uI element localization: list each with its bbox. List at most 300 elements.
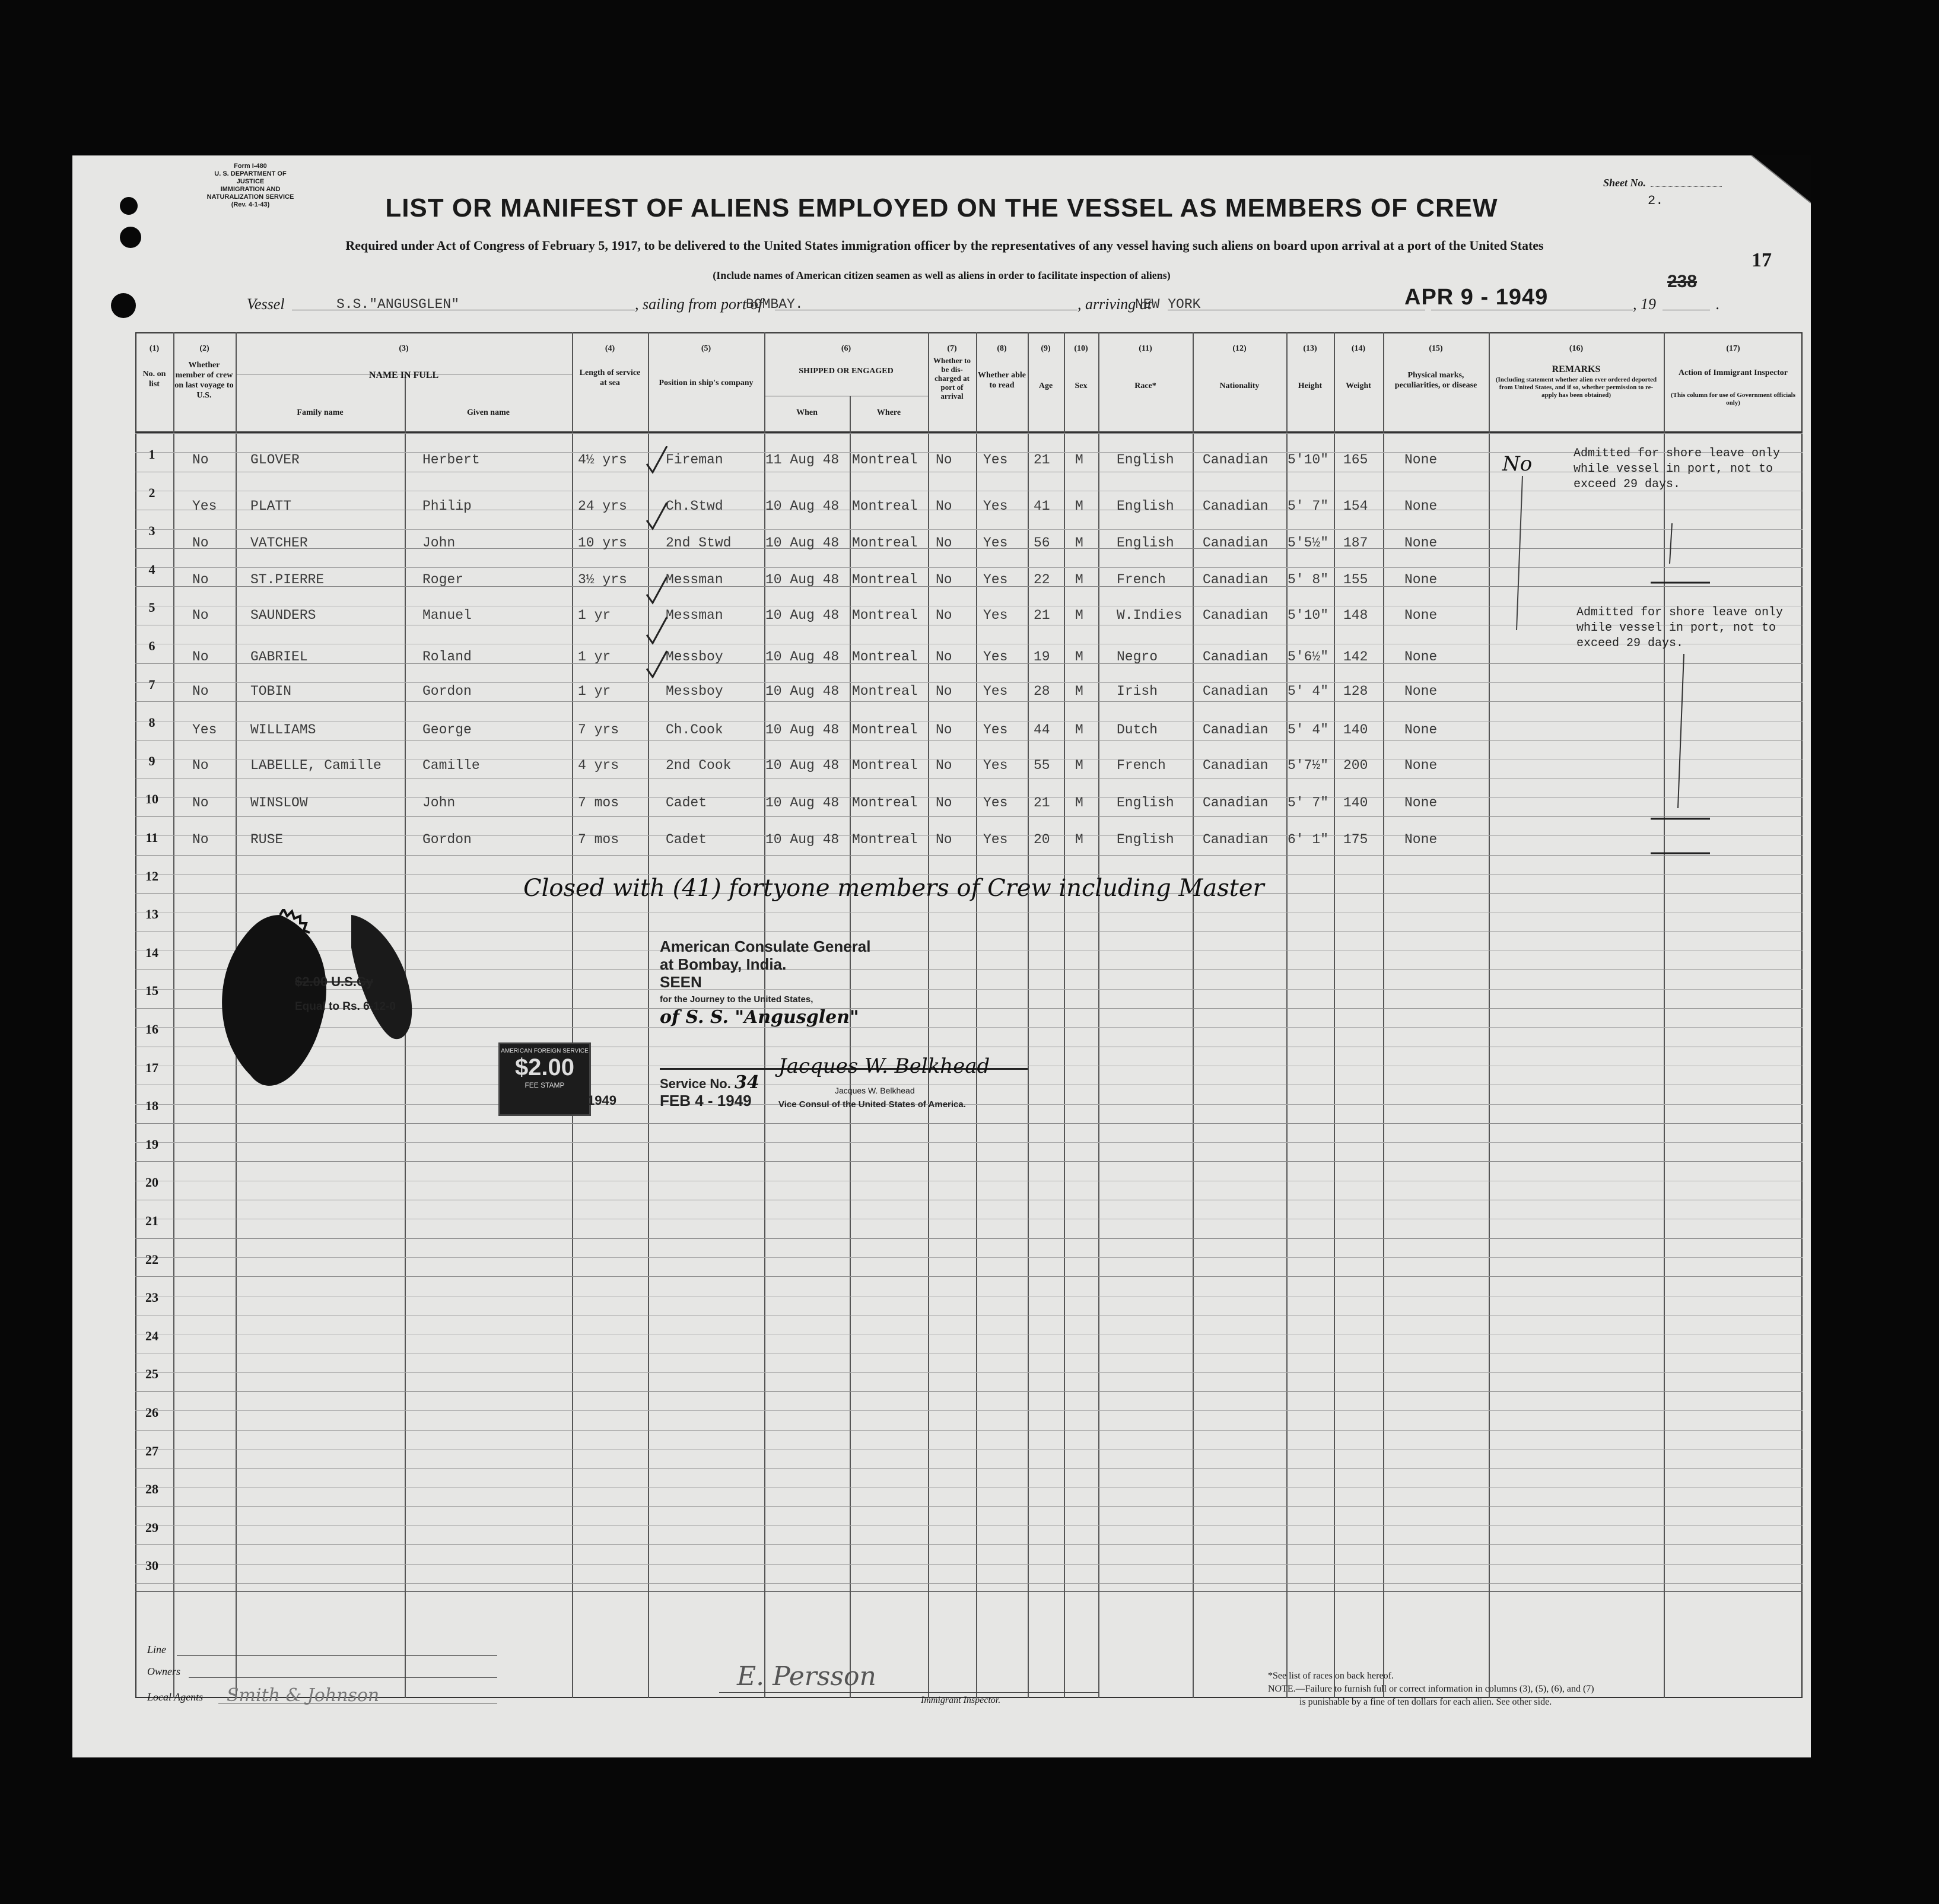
consulate-vessel: [660, 1009, 1111, 1028]
given-name-cell: John: [422, 535, 456, 551]
sex-cell: M: [1075, 758, 1083, 773]
discharged-cell: No: [936, 758, 952, 773]
ruled-line: [135, 452, 1803, 453]
last-voyage-cell: No: [192, 452, 209, 468]
col-num: (1): [149, 344, 160, 353]
ruled-line: [135, 1525, 1803, 1526]
page-mark: 17: [1752, 249, 1772, 271]
shipped-when-cell: 10 Aug 48: [765, 722, 840, 738]
discharged-cell: No: [936, 572, 952, 587]
header-physical-marks: Physical marks, peculiarities, or disease: [1394, 371, 1477, 390]
service-no-label: Service No.: [660, 1076, 731, 1091]
header-shipped-engaged: SHIPPED OR ENGAGED: [799, 367, 894, 376]
inspector-label: Immigrant Inspector.: [921, 1695, 1001, 1705]
inspector-signature: E. Persson: [737, 1661, 876, 1692]
service-length-cell: 1 yr: [578, 649, 611, 665]
race-cell: English: [1117, 832, 1174, 847]
discharged-cell: No: [936, 535, 952, 551]
service-no-value: 34: [734, 1072, 759, 1093]
position-cell: Ch.Cook: [666, 722, 723, 738]
row-number: 11: [145, 830, 158, 845]
header-inspector-action: Action of Immigrant Inspector: [1679, 368, 1788, 377]
age-cell: 41: [1034, 498, 1050, 514]
fee-amount: $2.00 U.S.Cy: [295, 974, 374, 989]
fee-equivalent: Equal to Rs. 6-12-0: [295, 1000, 396, 1013]
family-name-cell: WINSLOW: [250, 795, 308, 810]
nationality-cell: Canadian: [1203, 572, 1269, 587]
column-divider: [1383, 332, 1384, 1698]
discharged-cell: No: [936, 498, 952, 514]
able-to-read-cell: Yes: [983, 649, 1008, 665]
row-number: 7: [148, 676, 155, 692]
year-end: .: [1716, 295, 1720, 313]
last-voyage-cell: No: [192, 832, 209, 847]
position-cell: Cadet: [666, 832, 707, 847]
nationality-cell: Canadian: [1203, 498, 1269, 514]
fee-stamp-value: $2.00: [514, 1054, 575, 1080]
ruled-line: [135, 1506, 1803, 1507]
age-cell: 56: [1034, 535, 1050, 551]
col-num: (3): [399, 344, 409, 353]
races-note: *See list of races on back hereof.: [1268, 1671, 1394, 1681]
col-num: (4): [605, 344, 615, 353]
family-name-cell: LABELLE, Camille: [250, 758, 382, 773]
row-number: 1: [148, 447, 155, 462]
family-name-cell: VATCHER: [250, 535, 308, 551]
sheet-no-value: 2.: [1648, 193, 1664, 208]
age-cell: 22: [1034, 572, 1050, 587]
physical-marks-cell: None: [1404, 572, 1438, 587]
weight-cell: 187: [1343, 535, 1368, 551]
header-able-read: Whether able to read: [977, 371, 1026, 390]
able-to-read-cell: Yes: [983, 498, 1008, 514]
row-number: 18: [145, 1098, 158, 1114]
sex-cell: M: [1075, 649, 1083, 665]
nationality-cell: Canadian: [1203, 722, 1269, 738]
ruled-line: [135, 1449, 1803, 1450]
row-number: 26: [145, 1405, 158, 1420]
year-label: , 19: [1633, 295, 1656, 313]
age-cell: 21: [1034, 452, 1050, 468]
subtitle: Required under Act of Congress of February 5, 1917, to be delivered to the United States immigration officer by the representatives of any vessel having such aliens on board upon arrival at a port of the United States: [345, 238, 1544, 253]
shipped-where-cell: Montreal: [852, 649, 918, 665]
row-number: 4: [148, 561, 155, 577]
weight-cell: 175: [1343, 832, 1368, 847]
last-voyage-cell: No: [192, 608, 209, 623]
able-to-read-cell: Yes: [983, 795, 1008, 810]
age-cell: 21: [1034, 608, 1050, 623]
row-number: 30: [145, 1558, 158, 1574]
consulate-line-1: American Consulate General: [660, 937, 871, 955]
shipped-where-cell: Montreal: [852, 722, 918, 738]
fine-note-2: is punishable by a fine of ten dollars for each alien. See other side.: [1299, 1697, 1552, 1707]
nationality-cell: Canadian: [1203, 649, 1269, 665]
row-number: 29: [145, 1520, 158, 1535]
position-cell: Messman: [666, 608, 723, 623]
family-name-cell: GABRIEL: [250, 649, 308, 665]
col-num: (7): [947, 344, 957, 353]
shipped-where-cell: Montreal: [852, 758, 918, 773]
fee-stamp-header: AMERICAN FOREIGN SERVICE: [501, 1048, 589, 1054]
col-num: (12): [1232, 344, 1247, 353]
ruled-line: [135, 1564, 1803, 1565]
row-number: 15: [145, 983, 158, 999]
able-to-read-cell: Yes: [983, 722, 1008, 738]
arriving-line: [1168, 292, 1425, 310]
shipped-when-cell: 11 Aug 48: [765, 452, 840, 468]
fine-note-1: NOTE.—Failure to furnish full or correct information in columns (3), (5), (6), and (7): [1268, 1684, 1594, 1694]
shipped-where-cell: Montreal: [852, 684, 918, 699]
shipped-when-cell: 10 Aug 48: [765, 535, 840, 551]
header-where: Where: [876, 408, 901, 417]
local-agents-label: Local Agents: [147, 1691, 204, 1703]
race-cell: English: [1117, 795, 1174, 810]
remark-shore-leave-1: Admitted for shore leave only while vessel in port, not to exceed 29 days.: [1574, 447, 1781, 491]
sex-cell: M: [1075, 795, 1083, 810]
ruled-line: [135, 1238, 1803, 1239]
ruled-line: [135, 1161, 1803, 1162]
position-cell: 2nd Stwd: [666, 535, 732, 551]
row-number: 10: [145, 792, 158, 807]
family-name-cell: ST.PIERRE: [250, 572, 325, 587]
last-voyage-cell: No: [192, 535, 209, 551]
nationality-cell: Canadian: [1203, 535, 1269, 551]
row-number: 13: [145, 907, 158, 922]
height-cell: 5' 4": [1288, 684, 1329, 699]
header-no-on-list: No. on list: [142, 370, 166, 389]
header-discharged: Whether to be dis-charged at port of arrival: [933, 356, 971, 400]
able-to-read-cell: Yes: [983, 758, 1008, 773]
fee-stamp-cancel-date: 1949: [587, 1093, 616, 1108]
col-num: (8): [997, 344, 1007, 353]
height-cell: 5' 7": [1288, 498, 1329, 514]
row-number: 12: [145, 868, 158, 883]
shipped-where-cell: Montreal: [852, 452, 918, 468]
row-number: 2: [148, 485, 155, 500]
row-number: 19: [145, 1136, 158, 1152]
able-to-read-cell: Yes: [983, 832, 1008, 847]
service-length-cell: 1 yr: [578, 608, 611, 623]
height-cell: 5'10": [1288, 608, 1329, 623]
shipped-when-cell: 10 Aug 48: [765, 649, 840, 665]
able-to-read-cell: Yes: [983, 452, 1008, 468]
ruled-line: [135, 1430, 1803, 1431]
nationality-cell: Canadian: [1203, 608, 1269, 623]
fee-stamp: [498, 1042, 591, 1116]
physical-marks-cell: None: [1404, 452, 1438, 468]
physical-marks-cell: None: [1404, 498, 1438, 514]
height-cell: 5'10": [1288, 452, 1329, 468]
height-cell: 5'6½": [1288, 649, 1329, 665]
position-cell: Messboy: [666, 649, 723, 665]
nationality-cell: Canadian: [1203, 795, 1269, 810]
form-revision: (Rev. 4-1-43): [231, 201, 270, 208]
weight-cell: 155: [1343, 572, 1368, 587]
arriving-port: NEW YORK: [1135, 297, 1201, 312]
header-remarks-note: (Including statement whether alien ever ordered deported from United States, and if so, whether permission to re-apply has been obtained): [1495, 376, 1657, 399]
closing-note: Closed with (41) fortyone members of Crew including Master: [523, 875, 1264, 902]
height-cell: 5' 4": [1288, 722, 1329, 738]
service-length-cell: 7 mos: [578, 795, 619, 810]
local-agents-value: Smith & Johnson: [227, 1685, 380, 1706]
header-family-name: Family name: [297, 408, 344, 417]
header-last-voyage: Whether member of crew on last voyage to U.S.: [174, 361, 234, 400]
form-number: Form I-480: [234, 163, 267, 170]
physical-marks-cell: None: [1404, 649, 1438, 665]
row-number: 21: [145, 1213, 158, 1228]
shipped-where-cell: Montreal: [852, 608, 918, 623]
line-label: Line: [147, 1644, 167, 1655]
form-department: U. S. DEPARTMENT OF JUSTICE: [214, 170, 287, 185]
row-number: 6: [148, 638, 155, 653]
discharged-cell: No: [936, 452, 952, 468]
row-number: 8: [148, 715, 155, 730]
subtitle-note: (Include names of American citizen seamen as well as aliens in order to facilitate inspection of aliens): [713, 269, 1171, 281]
height-cell: 5' 8": [1288, 572, 1329, 587]
height-cell: 5'5½": [1288, 535, 1329, 551]
nationality-cell: Canadian: [1203, 452, 1269, 468]
owners-label: Owners: [147, 1665, 181, 1677]
shipped-when-cell: 10 Aug 48: [765, 572, 840, 587]
service-length-cell: 3½ yrs: [578, 572, 627, 587]
physical-marks-cell: None: [1404, 722, 1438, 738]
header-length-service: Length of service at sea: [579, 368, 641, 387]
shipped-where-cell: Montreal: [852, 832, 918, 847]
shipped-where-cell: Montreal: [852, 795, 918, 810]
service-length-cell: 7 yrs: [578, 722, 619, 738]
physical-marks-cell: None: [1404, 684, 1438, 699]
col-num: (16): [1569, 344, 1584, 353]
remark-pen-lines: [1508, 476, 1710, 986]
consular-fee: [295, 973, 373, 991]
sailing-label: , sailing from port of: [635, 295, 763, 313]
race-cell: W.Indies: [1117, 608, 1183, 623]
row-number: 16: [145, 1022, 158, 1037]
height-cell: 6' 1": [1288, 832, 1329, 847]
col-num: (15): [1429, 344, 1443, 353]
nationality-cell: Canadian: [1203, 832, 1269, 847]
position-cell: Messboy: [666, 684, 723, 699]
checkmarks: [642, 446, 684, 707]
line-field: [177, 1655, 497, 1656]
service-length-cell: 7 mos: [578, 832, 619, 847]
row-number: 3: [148, 523, 155, 539]
col-num: (5): [701, 344, 711, 353]
shipped-when-cell: 10 Aug 48: [765, 608, 840, 623]
family-name-cell: SAUNDERS: [250, 608, 316, 623]
vice-consul-title: Vice Consul of the United States of America.: [778, 1099, 966, 1110]
age-cell: 20: [1034, 832, 1050, 847]
discharged-cell: No: [936, 795, 952, 810]
position-cell: Messman: [666, 572, 723, 587]
weight-cell: 148: [1343, 608, 1368, 623]
age-cell: 44: [1034, 722, 1050, 738]
header-given-name: Given name: [467, 408, 510, 417]
discharged-cell: No: [936, 722, 952, 738]
given-name-cell: Camille: [422, 758, 480, 773]
physical-marks-cell: None: [1404, 832, 1438, 847]
shipped-when-cell: 10 Aug 48: [765, 795, 840, 810]
col-num: (11): [1139, 344, 1152, 353]
ruled-line: [135, 1391, 1803, 1392]
position-cell: 2nd Cook: [666, 758, 732, 773]
ruled-line: [135, 433, 1803, 434]
fee-stamp-footer: FEE STAMP: [525, 1081, 565, 1089]
inspector-line: [719, 1692, 1099, 1693]
header-race: Race*: [1134, 382, 1156, 390]
given-name-cell: Roger: [422, 572, 464, 587]
family-name-cell: RUSE: [250, 832, 284, 847]
discharged-cell: No: [936, 649, 952, 665]
remark-shore-leave-2: Admitted for shore leave only while vessel in port, not to exceed 29 days.: [1576, 606, 1784, 650]
physical-marks-cell: None: [1404, 535, 1438, 551]
sex-cell: M: [1075, 722, 1083, 738]
able-to-read-cell: Yes: [983, 684, 1008, 699]
owners-field: [189, 1677, 497, 1678]
header-inspector-note: (This column for use of Government officials only): [1670, 392, 1795, 406]
handwritten-no: No: [1502, 452, 1533, 476]
last-voyage-cell: No: [192, 795, 209, 810]
consulate-seen: SEEN: [660, 973, 702, 991]
row-number: 17: [145, 1060, 158, 1075]
form-service: IMMIGRATION AND NATURALIZATION SERVICE: [206, 186, 294, 201]
consulate-line-2: at Bombay, India.: [660, 955, 787, 973]
weight-cell: 140: [1343, 722, 1368, 738]
last-voyage-cell: No: [192, 684, 209, 699]
race-cell: Irish: [1117, 684, 1158, 699]
last-voyage-cell: No: [192, 649, 209, 665]
row-number: 20: [145, 1175, 158, 1190]
discharged-cell: No: [936, 684, 952, 699]
row-number: 22: [145, 1251, 158, 1267]
discharged-cell: No: [936, 608, 952, 623]
family-name-cell: WILLIAMS: [250, 722, 316, 738]
race-cell: Negro: [1117, 649, 1158, 665]
race-cell: Dutch: [1117, 722, 1158, 738]
sailing-port: BOMBAY.: [746, 297, 803, 312]
year-line: [1663, 292, 1710, 310]
row-number: 9: [148, 753, 155, 768]
age-cell: 19: [1034, 649, 1050, 665]
col-num: (6): [841, 344, 851, 353]
row-number: 24: [145, 1328, 158, 1343]
able-to-read-cell: Yes: [983, 608, 1008, 623]
ruled-line: [135, 1276, 1803, 1277]
sex-cell: M: [1075, 832, 1083, 847]
shipped-where-cell: Montreal: [852, 535, 918, 551]
given-name-cell: Manuel: [422, 608, 472, 623]
header-nationality: Nationality: [1219, 382, 1260, 390]
header-when: When: [796, 408, 818, 417]
family-name-cell: TOBIN: [250, 684, 292, 699]
shipped-when-cell: 10 Aug 48: [765, 498, 840, 514]
weight-cell: 154: [1343, 498, 1368, 514]
header-sex: Sex: [1075, 382, 1088, 390]
service-length-cell: 4 yrs: [578, 758, 619, 773]
shipped-where-cell: Montreal: [852, 498, 918, 514]
race-cell: French: [1117, 572, 1166, 587]
col-num: (14): [1351, 344, 1366, 353]
race-cell: English: [1117, 452, 1174, 468]
consulate-date: FEB 4 - 1949: [660, 1092, 752, 1110]
given-name-cell: Herbert: [422, 452, 480, 468]
sex-cell: M: [1075, 535, 1083, 551]
age-cell: 55: [1034, 758, 1050, 773]
shipped-when-cell: 10 Aug 48: [765, 684, 840, 699]
column-divider: [1193, 332, 1194, 1698]
weight-cell: 128: [1343, 684, 1368, 699]
row-number: 14: [145, 945, 158, 960]
family-name-cell: PLATT: [250, 498, 292, 514]
height-cell: 5'7½": [1288, 758, 1329, 773]
race-cell: French: [1117, 758, 1166, 773]
shipped-when-cell: 10 Aug 48: [765, 758, 840, 773]
column-divider: [173, 332, 174, 1698]
ruled-line: [135, 1487, 1803, 1488]
sex-cell: M: [1075, 608, 1083, 623]
sex-cell: M: [1075, 452, 1083, 468]
punch-hole: [120, 227, 141, 248]
vessel-line: [72, 292, 1811, 319]
able-to-read-cell: Yes: [983, 535, 1008, 551]
consulate-journey: for the Journey to the United States,: [660, 994, 813, 1005]
position-cell: Cadet: [666, 795, 707, 810]
discharged-cell: No: [936, 832, 952, 847]
sheet-no-label: Sheet No.: [1603, 177, 1646, 189]
nationality-cell: Canadian: [1203, 684, 1269, 699]
last-voyage-cell: Yes: [192, 498, 217, 514]
arrival-date-stamp: APR 9 - 1949: [1404, 285, 1549, 310]
header-weight: Weight: [1346, 382, 1371, 390]
header-height: Height: [1298, 382, 1323, 390]
header-age: Age: [1038, 382, 1053, 390]
vessel-name: S.S."ANGUSGLEN": [336, 297, 460, 312]
given-name-cell: Roland: [422, 649, 472, 665]
position-cell: Fireman: [666, 452, 723, 468]
physical-marks-cell: None: [1404, 758, 1438, 773]
row-number: 27: [145, 1443, 158, 1458]
ruled-line: [135, 1104, 1803, 1105]
given-name-cell: Gordon: [422, 832, 472, 847]
row-number: 28: [145, 1482, 158, 1497]
vessel-label: Vessel: [247, 295, 285, 313]
row-number: 23: [145, 1290, 158, 1305]
page-title: LIST OR MANIFEST OF ALIENS EMPLOYED ON THE VESSEL AS MEMBERS OF CREW: [385, 193, 1498, 222]
shipped-when-cell: 10 Aug 48: [765, 832, 840, 847]
weight-cell: 142: [1343, 649, 1368, 665]
manifest-sheet: [72, 155, 1811, 1757]
ruled-line: [135, 1410, 1803, 1411]
race-cell: English: [1117, 535, 1174, 551]
col-num: (9): [1041, 344, 1051, 353]
col-num: (17): [1726, 344, 1740, 353]
sex-cell: M: [1075, 498, 1083, 514]
sex-cell: M: [1075, 572, 1083, 587]
sheet-no-line: [1651, 186, 1722, 187]
service-length-cell: 10 yrs: [578, 535, 627, 551]
position-cell: Ch.Stwd: [666, 498, 723, 514]
physical-marks-cell: None: [1404, 608, 1438, 623]
weight-cell: 200: [1343, 758, 1368, 773]
ruled-line: [135, 1142, 1803, 1143]
header-remarks: REMARKS: [1552, 364, 1601, 374]
shipped-where-cell: Montreal: [852, 572, 918, 587]
given-name-cell: George: [422, 722, 472, 738]
given-name-cell: John: [422, 795, 456, 810]
age-cell: 21: [1034, 795, 1050, 810]
ruled-line: [135, 1583, 1803, 1584]
last-voyage-cell: No: [192, 758, 209, 773]
